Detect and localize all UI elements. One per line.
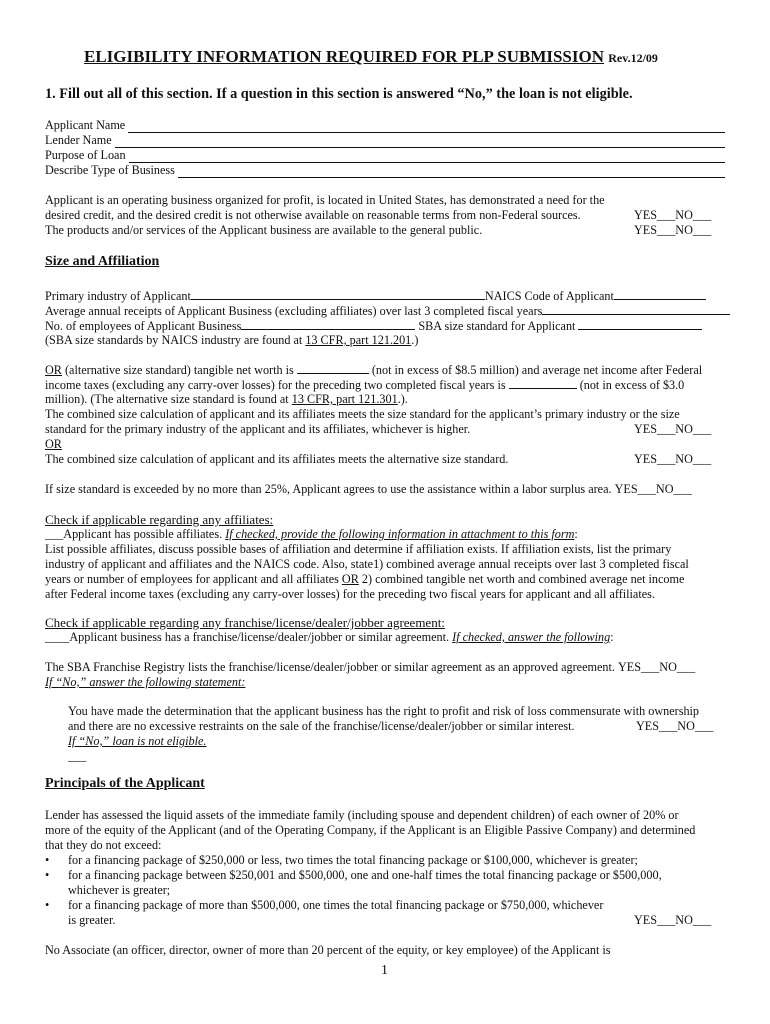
section-1-heading: 1. Fill out all of this section. If a question in this section is answered “No,” the loan is not eligible. — [45, 86, 633, 102]
size-exceeded-text: If size standard is exceeded by no more than 25%, Applicant agrees to use the assistance within a labor surplus area. — [45, 482, 612, 496]
affiliates-check-row — [45, 527, 578, 542]
affiliates-colon: : — [574, 527, 578, 541]
primary-industry-label: Primary industry of Applicant — [45, 289, 191, 303]
business-type-line[interactable] — [178, 166, 725, 178]
primary-industry-row — [45, 288, 725, 304]
franchise-not-eligible: If “No,” loan is not eligible. — [68, 734, 207, 748]
affiliates-checkbox[interactable]: ___Applicant has possible affiliates. — [45, 527, 226, 541]
avg-receipts-blank[interactable] — [542, 303, 730, 315]
applicant-name-label: Applicant Name — [45, 118, 126, 132]
size-affiliation-heading: Size and Affiliation — [45, 254, 160, 269]
applicant-name-field[interactable] — [45, 118, 725, 133]
affiliates-line2: industry of applicant and affiliates and the NAICS code. Also, state1) combined average annual receipts over last 3 completed fiscal — [45, 557, 689, 571]
franchise-determination-line2: and there are no excessive restraints on the sale of the franchise/license/dealer/jobber or similar interest. — [68, 719, 575, 733]
principals-line2: more of the equity of the Applicant (and of the Operating Company, if the Applicant is an Eligible Passive Company) and determined — [45, 823, 696, 837]
sba-standard-label: SBA size standard for Applicant — [418, 319, 576, 333]
franchise-if-no: If “No,” answer the following statement: — [45, 675, 246, 689]
cfr-121-301-link[interactable]: 13 CFR, part 121.301 — [291, 392, 398, 406]
affiliates-line3-b: 2) combined tangible net worth and combined average net income — [358, 572, 685, 586]
alt-line2-text: income taxes (excluding any carry-over losses) for the preceding two completed fiscal years is — [45, 378, 509, 392]
bullet-1-text: for a financing package of $250,000 or less, two times the total financing package or $100,000, whichever is greater; — [68, 853, 638, 867]
business-type-field[interactable] — [45, 163, 725, 178]
franchise-registry-row — [45, 660, 695, 675]
combined-line2: standard for the primary industry of the applicant and its affiliates, whichever is higher. — [45, 422, 471, 436]
standards-note — [45, 333, 418, 348]
avg-receipts-row — [45, 303, 730, 319]
franchise-instruction: If checked, answer the following — [452, 630, 611, 644]
eligibility-text-line3: The products and/or services of the Applicant business are available to the general public. — [45, 223, 483, 237]
yes-no-combined-size[interactable]: YES___NO___ — [634, 422, 712, 436]
yes-no-alt-combined[interactable]: YES___NO___ — [634, 452, 712, 466]
affiliates-instruction: If checked, provide the following information in attachment to this form — [225, 527, 575, 541]
yes-no-principals-assets[interactable]: YES___NO___ — [634, 913, 712, 927]
alt-line2-text-b: (not in excess of $3.0 — [576, 378, 685, 392]
affiliates-heading: Check if applicable regarding any affiliates: — [45, 512, 274, 527]
franchise-colon: : — [610, 630, 614, 644]
bullet-2-icon: • — [45, 868, 50, 882]
eligibility-text-line1: Applicant is an operating business organized for profit, is located in United States, has demonstrated a need for the — [45, 193, 605, 207]
alt-standard-line3 — [45, 392, 408, 407]
employees-label: No. of employees of Applicant Business — [45, 319, 242, 333]
franchise-checkbox[interactable]: ____Applicant business has a franchise/license/dealer/jobber or similar agreement. — [45, 630, 453, 644]
affiliates-or: OR — [341, 572, 359, 586]
associate-text: No Associate (an officer, director, owner of more than 20 percent of the equity, or key employee) of the Applicant is — [45, 943, 611, 957]
alt-line3-text: million). (The alternative size standard is found at — [45, 392, 292, 406]
or-separator: OR — [45, 437, 62, 451]
bullet-3-text-cont: is greater. — [68, 913, 116, 927]
revision-label: Rev.12/09 — [608, 51, 658, 65]
alt-line1-text: (alternative size standard) tangible net worth is — [61, 363, 297, 377]
yes-no-labor-surplus[interactable]: YES___NO___ — [614, 482, 692, 496]
naics-code-label: NAICS Code of Applicant — [484, 289, 614, 303]
purpose-field[interactable] — [45, 148, 725, 163]
yes-no-franchise-registry[interactable]: YES___NO___ — [617, 660, 696, 674]
size-exceeded-row — [45, 482, 692, 497]
combined-line1: The combined size calculation of applicant and its affiliates meets the size standard for the applicant’s primary industry or the size — [45, 407, 680, 421]
page-title — [84, 49, 658, 66]
principals-heading: Principals of the Applicant — [45, 776, 205, 791]
avg-receipts-label: Average annual receipts of Applicant Business (excluding affiliates) over last 3 completed fiscal years — [45, 304, 543, 318]
affiliates-line4: after Federal income taxes (excluding any carry-over losses) for the preceding two fiscal years for applicant and all affiliates. — [45, 587, 655, 601]
alt-line3-end: .). — [397, 392, 408, 406]
franchise-heading: Check if applicable regarding any franchise/license/dealer/jobber agreement: — [45, 615, 445, 630]
sba-standard-blank[interactable] — [578, 318, 702, 330]
lender-name-field[interactable] — [45, 133, 725, 148]
franchise-determination-line1: You have made the determination that the applicant business has the right to profit and risk of loss commensurate with ownership — [68, 704, 700, 718]
net-income-blank[interactable] — [509, 377, 577, 389]
franchise-trailing-blank[interactable]: ___ — [68, 749, 87, 763]
affiliates-line1: List possible affiliates, discuss possible bases of affiliation and determine if affiliation exists. If affiliation exists, list the primary — [45, 542, 672, 556]
purpose-label: Purpose of Loan — [45, 148, 126, 162]
business-type-label: Describe Type of Business — [45, 163, 175, 177]
standards-note-text: (SBA size standards by NAICS industry are found at — [45, 333, 306, 347]
affiliates-line3-a: years or number of employees for applicant and all affiliates — [45, 572, 342, 586]
franchise-registry-text: The SBA Franchise Registry lists the franchise/license/dealer/jobber or similar agreement as an approved agreement. — [45, 660, 615, 674]
principals-line3: that they do not exceed: — [45, 838, 162, 852]
naics-code-blank[interactable] — [614, 288, 706, 300]
primary-industry-blank[interactable] — [191, 288, 485, 300]
purpose-line[interactable] — [129, 151, 725, 163]
applicant-name-line[interactable] — [128, 121, 725, 133]
principals-line1: Lender has assessed the liquid assets of the immediate family (including spouse and dependent children) of each owner of 20% or — [45, 808, 679, 822]
alt-line1-text-b: (not in excess of $8.5 million) and average net income after Federal — [368, 363, 703, 377]
yes-no-operating-business[interactable]: YES___NO___ — [634, 208, 712, 222]
bullet-1-icon: • — [45, 853, 50, 867]
yes-no-public-availability[interactable]: YES___NO___ — [634, 223, 712, 237]
franchise-check-row — [45, 630, 614, 645]
cfr-121-201-link[interactable]: 13 CFR, part 121.201 — [305, 333, 412, 347]
affiliates-line3 — [45, 572, 684, 587]
page-number: 1 — [381, 963, 388, 978]
employees-row — [45, 318, 702, 334]
eligibility-text-line2: desired credit, and the desired credit is not otherwise available on reasonable terms from non-Federal sources. — [45, 208, 581, 222]
form-title: ELIGIBILITY INFORMATION REQUIRED FOR PLP SUBMISSION — [84, 47, 605, 66]
lender-name-label: Lender Name — [45, 133, 112, 147]
yes-no-franchise-determination[interactable]: YES___NO___ — [636, 719, 714, 733]
alt-standard-line2 — [45, 377, 684, 393]
standards-note-end: .) — [411, 333, 419, 347]
bullet-2-text: for a financing package between $250,001 and $500,000, one and one-half times the total financing package or $500,000, — [68, 868, 662, 882]
bullet-3-icon: • — [45, 898, 50, 912]
alt-or-label: OR — [45, 363, 62, 377]
alt-standard-line1 — [45, 362, 702, 378]
employees-blank[interactable] — [241, 318, 415, 330]
alt-combined-text: The combined size calculation of applicant and its affiliates meets the alternative size standard. — [45, 452, 509, 466]
bullet-2-text-cont: whichever is greater; — [68, 883, 171, 897]
lender-name-line[interactable] — [115, 136, 725, 148]
tangible-net-worth-blank[interactable] — [297, 362, 369, 374]
bullet-3-text: for a financing package of more than $500,000, one times the total financing package or $750,000, whichever — [68, 898, 604, 912]
